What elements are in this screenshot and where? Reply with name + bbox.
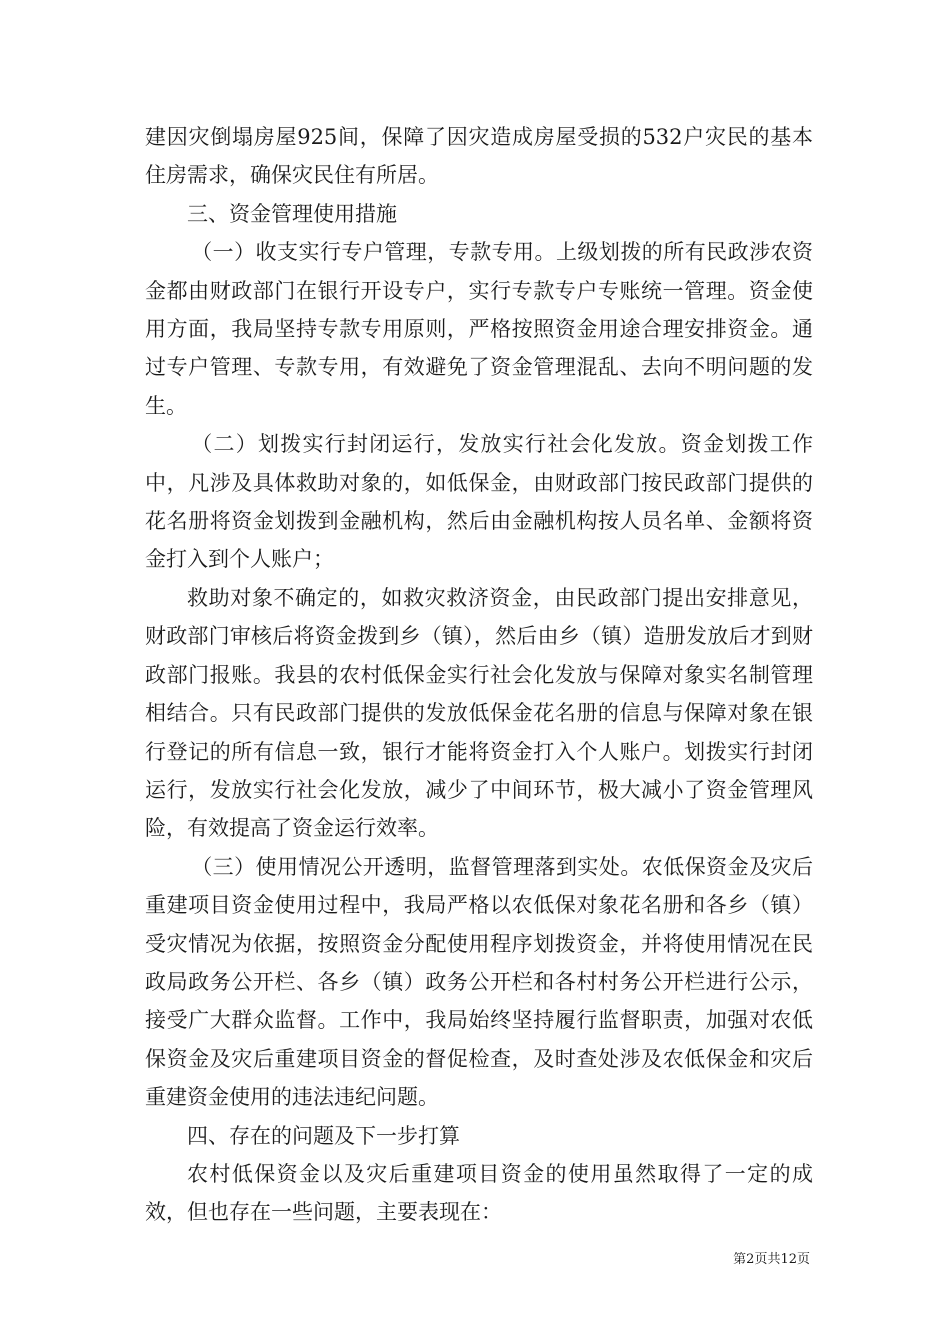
paragraph-problems: 农村低保资金以及灾后重建项目资金的使用虽然取得了一定的成效，但也存在一些问题，主要表现在： — [145, 1161, 813, 1225]
section-heading-4: 四、存在的问题及下一步打算 — [187, 1123, 460, 1148]
paragraph-continuation: 建因灾倒塌房屋925间，保障了因灾造成房屋受损的532户灾民的基本住房需求，确保灾民住有所居。 — [145, 125, 813, 188]
page-number: 第2页共12页 — [733, 1252, 810, 1267]
paragraph-item-2: （二）划拨实行封闭运行，发放实行社会化发放。资金划拨工作中，凡涉及具体救助对象的，如低保金，由财政部门按民政部门提供的花名册将资金划拨到金融机构，然后由金融机构按人员名单、金额将资金打入到个人账户； — [145, 432, 813, 572]
section-heading-3: 三、资金管理使用措施 — [187, 201, 397, 226]
paragraph-item-2-cont: 救助对象不确定的，如救灾救济资金，由民政部门提出安排意见，财政部门审核后将资金拨到乡（镇），然后由乡（镇）造册发放后才到财政部门报账。我县的农村低保金实行社会化发放与保障对象实名制管理相结合。只有民政部门提供的发放低保金花名册的信息与保障对象在银行登记的所有信息一致，银行才能将资金打入个人账户。划拨实行封闭运行，发放实行社会化发放，减少了中间环节，极大减小了资金管理风险，有效提高了资金运行效率。 — [145, 585, 813, 841]
document-body — [145, 118, 813, 1232]
paragraph-item-1: （一）收支实行专户管理，专款专用。上级划拨的所有民政涉农资金都由财政部门在银行开设专户，实行专款专户专账统一管理。资金使用方面，我局坚持专款专用原则，严格按照资金用途合理安排资金。通过专户管理、专款专用，有效避免了资金管理混乱、去向不明问题的发生。 — [145, 240, 813, 418]
paragraph-item-3: （三）使用情况公开透明，监督管理落到实处。农低保资金及灾后重建项目资金使用过程中，我局严格以农低保对象花名册和各乡（镇）受灾情况为依据，按照资金分配使用程序划拨资金，并将使用情况在民政局政务公开栏、各乡（镇）政务公开栏和各村村务公开栏进行公示，接受广大群众监督。工作中，我局始终坚持履行监督职责，加强对农低保资金及灾后重建项目资金的督促检查，及时查处涉及农低保金和灾后重建资金使用的违法违纪问题。 — [145, 854, 813, 1110]
